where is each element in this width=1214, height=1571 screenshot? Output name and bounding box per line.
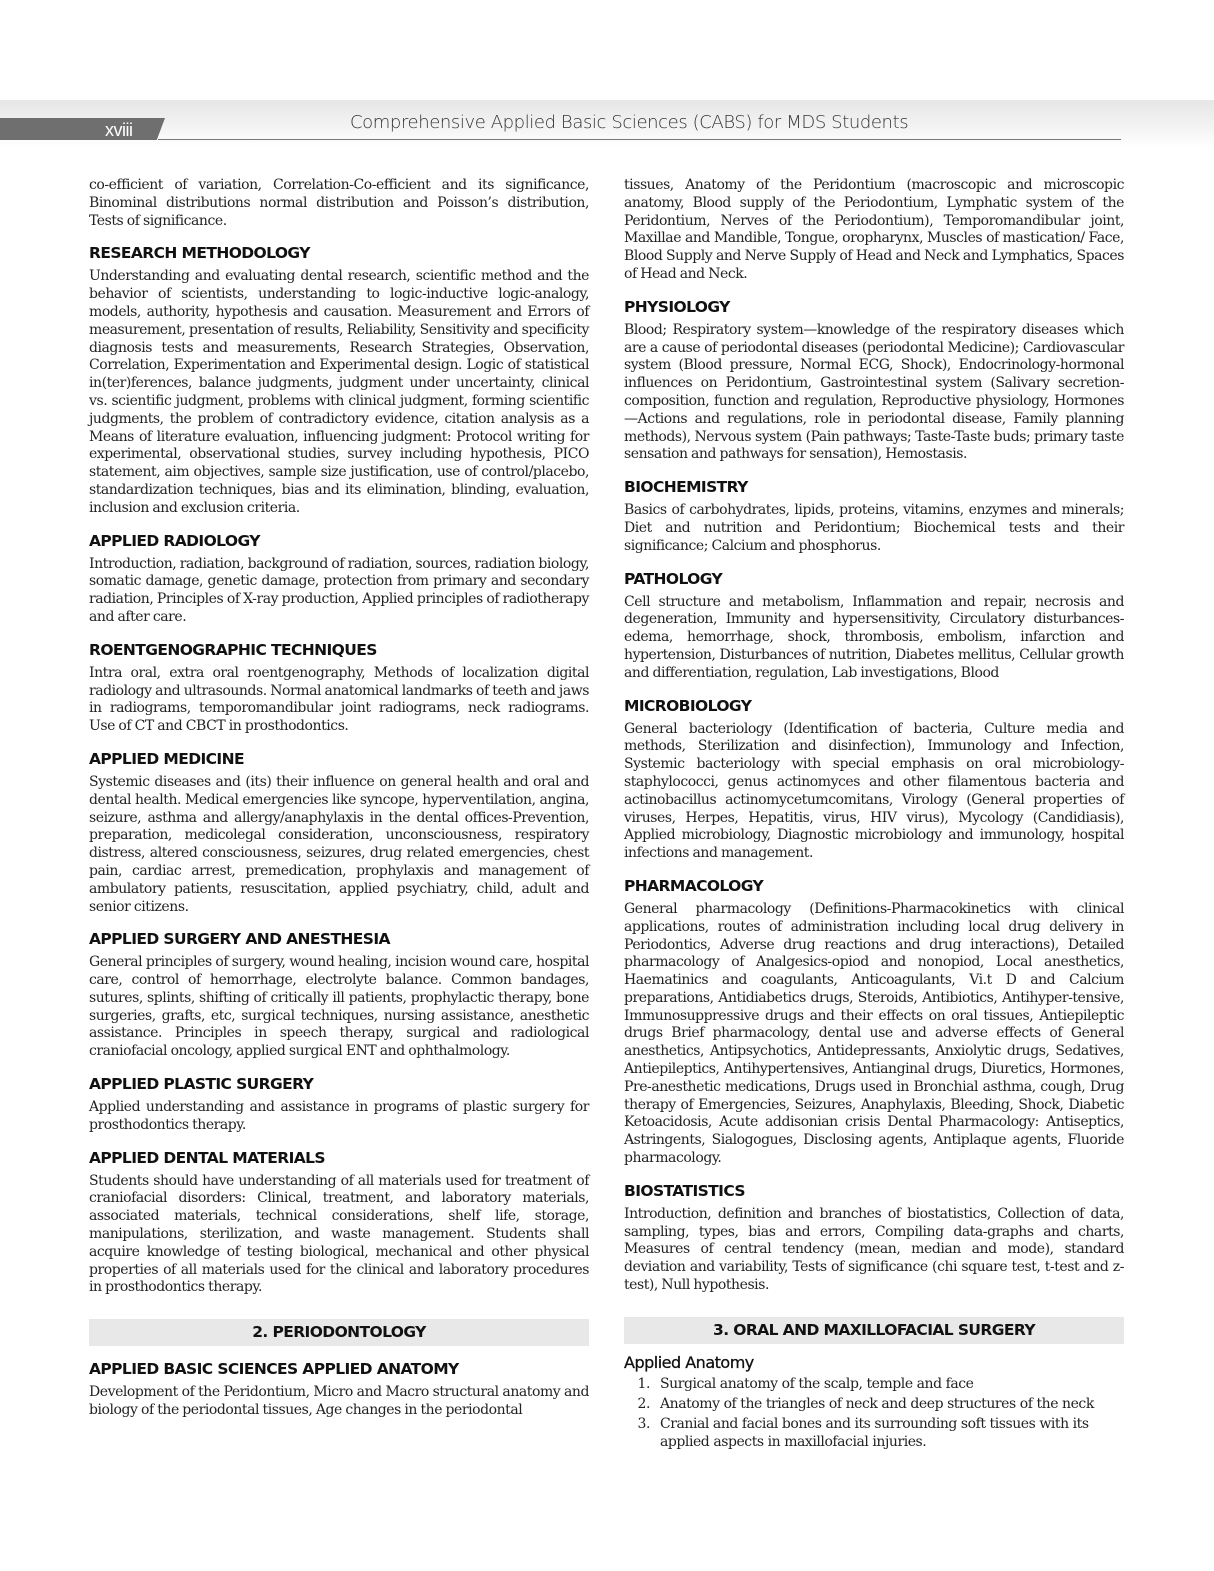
section-body: General pharmacology (Definitions-Pharmacokinetics with clinical applications, routes of administration including local drug delivery in Periodontics, Adverse drug reactions and drug interactions), Detailed pharmacology of Analgesics-opiod and nonopiod, Local anesthetics, Haematinics and coagulants, Anticoagulants, Vi.t D and Calcium preparations, Antidiabetics drugs, Steroids, Antibiotics, Antihyper-tensive, Immunosuppressive drugs and their effects on oral tissues, Antiepileptic drugs Brief pharmacology, dental use and adverse effects of General anesthetics, Antipsychotics, Antidepressants, Anxiolytic drugs, Sedatives, Antiepileptics, Antihypertensives, Antianginal drugs, Diuretics, Hormones, Pre-anesthetic medications, Drugs used in Bronchial asthma, cough, Drug therapy of Emergencies, Seizures, Anaphylaxis, Bleeding, Shock, Diabetic Ketoacidosis, Acute addisonian crisis Dental Pharmacology: Antiseptics, Astringents, Sialogogues, Disclosing agents, Antiplaque agents, Fluoride pharmacology. [624,900,1124,1167]
list-item-number: 2. [637,1396,650,1413]
right-column [624,177,1124,1454]
section-heading: MICROBIOLOGY [624,696,752,715]
list-item [624,1376,1124,1394]
list-item-number: 1. [637,1376,650,1393]
section-heading: APPLIED BASIC SCIENCES APPLIED ANATOMY [89,1360,459,1379]
list-item [624,1416,1124,1452]
page-number-tab [0,118,165,140]
section-body: Cell structure and metabolism, Inflammation and repair, necrosis and degeneration, Immunity and hypersensitivity, Circulatory disturbances-edema, hemorrhage, shock, thrombosis, embolism, infarction and hypertension, Disturbances of nutrition, Diabetes mellitus, Cellular growth and differentiation, regulation, Lab investigations, Blood [624,593,1124,681]
section-heading: BIOCHEMISTRY [624,478,748,497]
running-title: Comprehensive Applied Basic Sciences (CABS) for MDS Students [350,112,909,133]
section-body: Intra oral, extra oral roentgenography, Methods of localization digital radiology and ultrasounds. Normal anatomical landmarks of teeth and jaws in radiograms, temporomandibular joint radiograms, neck radiograms. Use of CT and CBCT in prosthodontics. [89,664,589,735]
section-body: Introduction, radiation, background of radiation, sources, radiation biology, somatic damage, genetic damage, protection from primary and secondary radiation, Principles of X-ray production, Applied principles of radiotherapy and after care. [89,555,589,625]
section-heading: APPLIED SURGERY AND ANESTHESIA [89,930,390,949]
list-item [624,1396,1124,1414]
section-heading: PHYSIOLOGY [624,297,730,316]
section-heading: RESEARCH METHODOLOGY [89,244,310,263]
section-body: Students should have understanding of all materials used for treatment of craniofacial disorders: Clinical, treatment, and laboratory materials, associated materials, technical considerations, shelf life, storage, manipulations, sterilization, and waste management. Students shall acquire knowledge of testing biological, mechanical and other physical properties of all materials used for the clinical and laboratory procedures in prosthodontics therapy. [89,1172,589,1296]
left-column [89,177,589,1420]
list-item-text: Anatomy of the triangles of neck and deep structures of the neck [660,1396,1094,1413]
section-body: Blood; Respiratory system—knowledge of the respiratory diseases which are a cause of periodontal diseases (periodontal Medicine); Cardiovascular system (Blood pressure, Normal ECG, Shock), Endocrinology-hormonal influences on Peridontium, Gastrointestinal system (Salivary secretion-composition, function and regulation, Reproductive physiology, Hormones—Actions and regulations, role in periodontal disease, Family planning methods), Nervous system (Pain pathways; Taste-Taste buds; primary taste sensation and pathways for sensation), Hemostasis. [624,321,1124,463]
section-heading: ROENTGENOGRAPHIC TECHNIQUES [89,640,377,659]
numbered-list [624,1376,1124,1451]
section-heading: APPLIED DENTAL MATERIALS [89,1148,325,1167]
section-body: Introduction, definition and branches of biostatistics, Collection of data, sampling, types, bias and errors, Compiling data-graphs and charts, Measures of central tendency (mean, median and mode), standard deviation and variability, Tests of significance (chi square test, t-test and z-test), Null hypothesis. [624,1205,1124,1294]
section-body: Understanding and evaluating dental research, scientific method and the behavior of scientists, understanding to logic-inductive logic-analogy, models, authority, hypothesis and causation. Measurement and Errors of measurement, presentation of results, Reliability, Sensitivity and specificity diagnosis tests and measurements, Research Strategies, Observation, Correlation, Experimentation and Experimental design. Logic of statistical in(ter)ferences, balance judgments, judgment under uncertainty, clinical vs. scientific judgment, problems with clinical judgment, forming scientific judgments, the problem of contradictory evidence, citation analysis as a Means of literature evaluation, influencing judgment: Protocol writing for experimental, observational studies, survey including hypothesis, PICO statement, aim objectives, sample size justification, use of control/placebo, standardization techniques, bias and its elimination, blinding, evaluation, inclusion and exclusion criteria. [89,268,589,516]
list-item-text: Cranial and facial bones and its surrounding soft tissues with its applied aspects in maxillofacial injuries. [660,1416,1089,1450]
section-body: Development of the Peridontium, Micro and Macro structural anatomy and biology of the periodontal tissues, Age changes in the periodontal [89,1384,589,1418]
header-rule [158,139,1121,140]
section-heading: PHARMACOLOGY [624,876,764,895]
continued-paragraph: tissues, Anatomy of the Peridontium (macroscopic and microscopic anatomy, Blood supply of the Periodontium, Lymphatic system of the Peridontium, Nerves of the Periodontium), Temporomandibular joint, Maxillae and Mandible, Tongue, oropharynx, Muscles of mastication/ Face, Blood Supply and Nerve Supply of Head and Neck and Lymphatics, Spaces of Head and Neck. [624,177,1124,282]
section-heading: APPLIED MEDICINE [89,749,244,768]
intro-paragraph: co-efficient of variation, Correlation-Co-efficient and its significance, Binominal distributions normal distribution and Poisson’s distribution, Tests of significance. [89,177,589,229]
chapter-title-oral-maxillofacial-surgery: 3. ORAL AND MAXILLOFACIAL SURGERY [624,1317,1124,1344]
list-item-number: 3. [637,1416,650,1433]
section-body: Basics of carbohydrates, lipids, proteins, vitamins, enzymes and minerals; Diet and nutrition and Peridontium; Biochemical tests and their significance; Calcium and phosphorus. [624,502,1124,554]
section-heading: BIOSTATISTICS [624,1181,745,1200]
subheading-applied-anatomy: Applied Anatomy [624,1352,754,1372]
page-number: xviii [105,120,133,140]
section-heading: APPLIED RADIOLOGY [89,531,260,550]
section-heading: PATHOLOGY [624,569,723,588]
section-body: General principles of surgery, wound healing, incision wound care, hospital care, control of hemorrhage, electrolyte balance. Common bandages, sutures, splints, shifting of critically ill patients, prophylactic therapy, bone surgeries, grafts, etc, surgical techniques, nursing assistance, anesthetic assistance. Principles in speech therapy, surgical and radiological craniofacial oncology, applied surgical ENT and ophthalmology. [89,954,589,1060]
list-item-text: Surgical anatomy of the scalp, temple and face [660,1376,974,1393]
section-body: General bacteriology (Identification of bacteria, Culture media and methods, Sterilization and disinfection), Immunology and Infection, Systemic bacteriology with special emphasis on oral microbiology-staphylococci, genus actinomyces and other filamentous bacteria and actinobacillus actinomycetumcomitans, Virology (General properties of viruses, Herpes, Hepatitis, virus, HIV virus), Mycology (Candidiasis), Applied microbiology, Diagnostic microbiology and immunology, hospital infections and management. [624,720,1124,862]
section-body: Systemic diseases and (its) their influence on general health and oral and dental health. Medical emergencies like syncope, hyperventilation, angina, seizure, asthma and allergy/anaphylaxis in the dental offices-Prevention, preparation, medicolegal consideration, unconsciousness, respiratory distress, altered consciousness, seizures, drug related emergencies, chest pain, cardiac arrest, premedication, prophylaxis and management of ambulatory patients, resuscitation, applied psychiatry, child, adult and senior citizens. [89,773,589,915]
chapter-title-periodontology: 2. PERIODONTOLOGY [89,1319,589,1346]
section-body: Applied understanding and assistance in programs of plastic surgery for prosthodontics therapy. [89,1099,589,1133]
section-heading: APPLIED PLASTIC SURGERY [89,1075,314,1094]
